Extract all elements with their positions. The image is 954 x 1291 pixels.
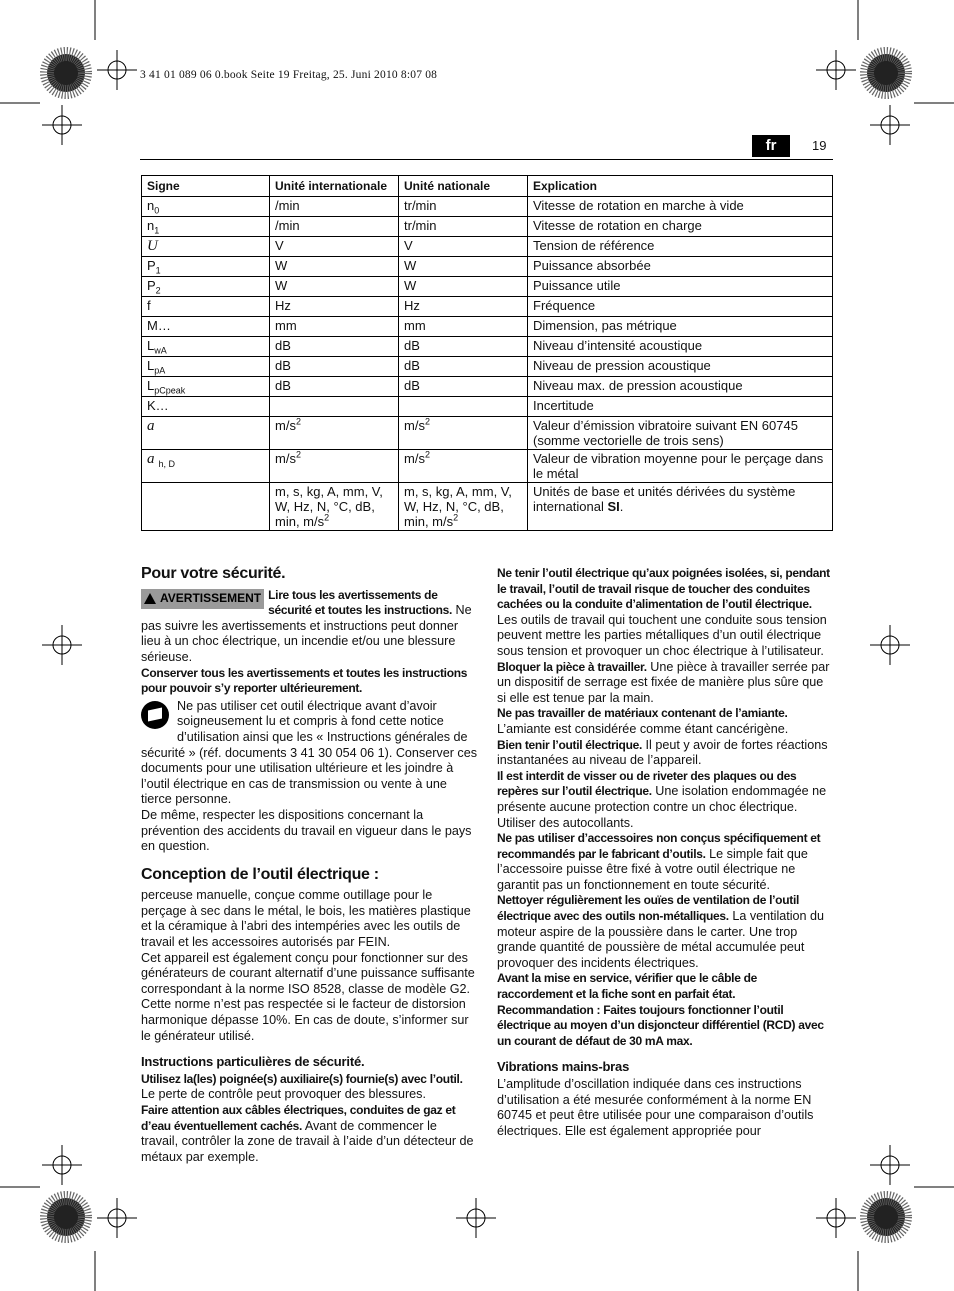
unit-text: m/s [275, 451, 296, 466]
hold-tool-bold: Bien tenir l’outil électrique. [497, 737, 643, 752]
sign-subscript: pA [154, 365, 166, 376]
unit-text: m, s, kg, A, mm, V, W, Hz, N, °C, dB, min, m/s [404, 484, 512, 529]
header-sign: Signe [142, 176, 270, 197]
asbestos-text [497, 706, 834, 737]
cell-natl-unit [399, 483, 528, 531]
unit-text: W [404, 278, 417, 293]
aux-handle-bold: Utilisez la(les) poignée(s) auxiliaire(s) fournie(s) avec l’outil. [141, 1071, 463, 1086]
unit-text: Hz [275, 298, 291, 313]
sign-symbol: L [147, 358, 155, 373]
cell-intl-unit [270, 397, 399, 417]
header-rule [140, 159, 833, 160]
cell-explanation [528, 257, 833, 277]
sign-subscript: wA [154, 345, 167, 356]
ventilation-bold: Nettoyer régulièrement les ouïes de ventilation de l’outil électrique avec des outils non-métalliques. [497, 893, 800, 924]
cell-intl-unit [270, 317, 399, 337]
explanation-text: Puissance absorbée [533, 258, 651, 273]
hidden-cables-body: Avant de commencer le travail, contrôler la zone de travail à l’aide d’un détecteur de métaux par exemple. [141, 1118, 474, 1164]
unit-text: V [275, 238, 284, 253]
aux-handle-text [141, 1072, 477, 1103]
accessories-body: Le simple fait que l’accessoire puisse être fixé à votre outil électrique ne garantit pas un fonctionnement en toute sécurité. [497, 846, 808, 892]
cable-check-text: Avant la mise en service, vérifier que le câble de raccordement et la fiche sont en parfait état. [497, 971, 758, 1002]
no-screw-plates-bold: Il est interdit de visser ou de riveter des plaques ou des repères sur l’outil électrique. [497, 768, 797, 799]
cell-explanation [528, 397, 833, 417]
section-title-safety: Pour votre sécurité. [141, 565, 286, 582]
cell-sign [142, 197, 270, 217]
cell-intl-unit [270, 483, 399, 531]
cell-explanation [528, 237, 833, 257]
table-row [142, 317, 833, 337]
cell-explanation [528, 317, 833, 337]
table-row [142, 357, 833, 377]
no-screw-plates-body: Une isolation endommagée ne présente aucune protection contre un choc électrique. Utiliser des autocollants. [497, 784, 827, 830]
cell-explanation [528, 377, 833, 397]
cell-intl-unit [270, 417, 399, 450]
vibration-text: L’amplitude d’oscillation indiquée dans ces instructions d’utilisation a été mesurée conformément à la norme EN 60745 et peut être utilisée pour une comparaison d’outils électriques. Elle est également appropriée pour [497, 1077, 814, 1138]
unit-text: dB [404, 358, 420, 373]
rcd-recommendation-text: Recommandation : Faites toujours fonctionner l’outil électrique au moyen d’un disjoncteur différentiel (RCD) avec un courant de défaut de 30 mA max. [497, 1002, 824, 1048]
explanation-bold: SI [607, 499, 620, 514]
table-row [142, 277, 833, 297]
explanation-text: Fréquence [533, 298, 596, 313]
cell-sign [142, 337, 270, 357]
unit-text: /min [275, 218, 300, 233]
cell-explanation [528, 197, 833, 217]
explanation-text: Puissance utile [533, 278, 621, 293]
ventilation-text [497, 893, 834, 971]
cell-natl-unit [399, 417, 528, 450]
unit-text: mm [404, 318, 426, 333]
secure-workpiece-text [497, 660, 834, 707]
cell-explanation [528, 417, 833, 450]
explanation-text: Valeur de vibration moyenne pour le perçage dans le métal [533, 451, 824, 481]
sign-subscript: 1 [155, 265, 161, 276]
table-row [142, 297, 833, 317]
cell-sign [142, 217, 270, 237]
explanation-text: Niveau d’intensité acoustique [533, 338, 703, 353]
asbestos-body: L’amiante est considérée comme étant cancérigène. [497, 721, 789, 736]
unit-text: tr/min [404, 218, 437, 233]
unit-text: m/s [404, 451, 425, 466]
asbestos-bold: Ne pas travailler de matériaux contenant de l’amiante. [497, 706, 788, 721]
table-row [142, 450, 833, 483]
cell-intl-unit [270, 197, 399, 217]
unit-text: dB [275, 338, 291, 353]
explanation-text: Vitesse de rotation en charge [533, 218, 702, 233]
hidden-cables-bold: Faire attention aux câbles électriques, conduites de gaz et d’eau éventuellement cachés. [141, 1103, 456, 1133]
table-row [142, 237, 833, 257]
explanation-text: Niveau max. de pression acoustique [533, 378, 743, 393]
cell-sign [142, 377, 270, 397]
explanation-text: Incertitude [533, 398, 594, 413]
unit-text: dB [404, 338, 420, 353]
insulated-grip-text [497, 566, 834, 660]
cell-natl-unit [399, 317, 528, 337]
language-badge: fr [752, 135, 790, 157]
superscript-2: 2 [295, 449, 301, 460]
unit-text: dB [275, 378, 291, 393]
sign-symbol: U [147, 238, 158, 254]
manual-block [141, 699, 477, 808]
sign-subscript: h, D [158, 458, 176, 469]
explanation-text: Unités de base et unités dérivées du système international [533, 484, 796, 514]
hidden-cables-text [141, 1103, 477, 1165]
superscript-2: 2 [295, 416, 301, 427]
header-explanation: Explication [528, 176, 833, 197]
cell-explanation [528, 337, 833, 357]
accessories-text [497, 831, 834, 893]
cell-sign [142, 483, 270, 531]
sign-subscript: 2 [155, 285, 161, 296]
cell-sign [142, 257, 270, 277]
cell-natl-unit [399, 257, 528, 277]
table-row [142, 483, 833, 531]
warning-triangle-icon [144, 593, 156, 604]
prevention-text: De même, respecter les dispositions concernant la prévention des accidents du travail en vigueur dans le pays en question. [141, 807, 472, 854]
explanation-text: Vitesse de rotation en marche à vide [533, 198, 744, 213]
table-row [142, 417, 833, 450]
right-column [497, 566, 834, 1139]
sign-symbol: a [147, 451, 155, 467]
unit-text: V [404, 238, 413, 253]
unit-text: m, s, kg, A, mm, V, W, Hz, N, °C, dB, min, m/s [275, 484, 383, 529]
no-screw-plates-text [497, 769, 834, 831]
explanation-text: Dimension, pas métrique [533, 318, 677, 333]
section-title-design: Conception de l’outil électrique : [141, 865, 379, 883]
cell-natl-unit [399, 217, 528, 237]
cell-intl-unit [270, 217, 399, 237]
superscript-2: 2 [324, 512, 330, 523]
table-row [142, 197, 833, 217]
cell-natl-unit [399, 397, 528, 417]
sign-subscript: pCpeak [154, 385, 186, 396]
unit-text: /min [275, 198, 300, 213]
warning-badge-label: AVERTISSEMENT [160, 590, 262, 605]
accessories-bold: Ne pas utiliser d’accessoires non conçus spécifiquement et recommandés par le fabricant d’outils. [497, 831, 821, 861]
symbol-table-body [142, 197, 833, 531]
cell-intl-unit [270, 450, 399, 483]
cell-natl-unit [399, 237, 528, 257]
sign-symbol: n [147, 198, 155, 213]
cell-sign [142, 277, 270, 297]
ventilation-body: La ventilation du moteur aspire de la poussière dans le carter. Une trop grande quantité de poussière de métal accumulée peut provoquer des incidents électriques. [497, 909, 825, 970]
explanation-text: Niveau de pression acoustique [533, 358, 711, 373]
header-intl-unit: Unité internationale [270, 176, 399, 197]
cell-natl-unit [399, 357, 528, 377]
hold-tool-text [497, 738, 834, 769]
cell-explanation [528, 277, 833, 297]
section-title-vibration: Vibrations mains-bras [497, 1059, 630, 1075]
cell-explanation [528, 450, 833, 483]
design-paragraph-2: Cet appareil est également conçu pour fonctionner sur des générateurs de courant alternatif d’une puissance suffisante correspondant à la norme ISO 8528, classe de modèle G2. Cette norme n’est pas respectée si le facteur de distorsion harmonique dépasse 10%. En cas de doute, s’informer sur le générateur utilisé. [141, 950, 475, 1043]
book-imprint-line: 3 41 01 089 06 0.book Seite 19 Freitag, 25. Juni 2010 8:07 08 [140, 69, 438, 81]
table-row [142, 377, 833, 397]
cell-intl-unit [270, 277, 399, 297]
warning-bold-text: Lire tous les avertissements de sécurité et toutes les instructions. [268, 587, 453, 618]
cell-sign [142, 417, 270, 450]
sign-symbol: P [147, 278, 156, 293]
unit-text: m/s [275, 418, 296, 433]
unit-text: dB [404, 378, 420, 393]
header-natl-unit: Unité nationale [399, 176, 528, 197]
unit-text: Hz [404, 298, 420, 313]
sign-subscript: 1 [154, 225, 160, 236]
cell-explanation [528, 357, 833, 377]
sign-symbol: L [147, 378, 155, 393]
cell-intl-unit [270, 257, 399, 277]
cell-intl-unit [270, 237, 399, 257]
explanation-text: Tension de référence [533, 238, 655, 253]
page-number: 19 [812, 138, 827, 153]
cell-intl-unit [270, 357, 399, 377]
sign-symbol: f [147, 298, 151, 313]
secure-workpiece-bold: Bloquer la pièce à travailler. [497, 659, 647, 674]
sign-symbol: P [147, 258, 156, 273]
sign-symbol: M… [147, 318, 171, 333]
cell-explanation [528, 297, 833, 317]
unit-text: W [404, 258, 417, 273]
unit-text: m/s [404, 418, 425, 433]
warning-block [141, 588, 477, 666]
sign-symbol: a [147, 418, 155, 434]
unit-text: W [275, 278, 288, 293]
warning-body-text: Ne pas suivre les avertissements et instructions peut donner lieu à un choc électrique, un incendie et/ou une blessure sérieuse. [141, 603, 472, 664]
insulated-grip-bold: Ne tenir l’outil électrique qu’aux poignées isolées, si, pendant le travail, l’outil de travail risque de toucher des conduites cachées ou la conduite d’alimentation de l’outil électrique. [497, 566, 830, 612]
superscript-2: 2 [424, 449, 430, 460]
cell-natl-unit [399, 450, 528, 483]
cell-sign [142, 297, 270, 317]
unit-text: mm [275, 318, 297, 333]
superscript-2: 2 [424, 416, 430, 427]
cell-sign [142, 237, 270, 257]
unit-text: dB [275, 358, 291, 373]
design-paragraph-1: perceuse manuelle, conçue comme outillage pour le perçage à sec dans le métal, le bois, les matières plastique et la céramique à l’abri des intempéries avec les outils de travail et les accessoires autorisés par FEIN. [141, 888, 471, 950]
table-row [142, 337, 833, 357]
section-title-special: Instructions particulières de sécurité. [141, 1054, 365, 1070]
table-header-row [142, 176, 833, 197]
table-row [142, 397, 833, 417]
cell-natl-unit [399, 197, 528, 217]
read-manual-icon [141, 701, 169, 729]
cell-explanation [528, 217, 833, 237]
cell-sign [142, 317, 270, 337]
unit-text: W [275, 258, 288, 273]
table-row [142, 257, 833, 277]
cell-sign [142, 397, 270, 417]
explanation-text: Valeur d’émission vibratoire suivant EN 60745 (somme vectorielle de trois sens) [533, 418, 798, 448]
sign-symbol: n [147, 218, 155, 233]
insulated-grip-body: Les outils de travail qui touchent une conduite sous tension peuvent mettre les parties métalliques d’un outil électrique sous tension et provoquer un choc électrique à l’utilisateur. [497, 612, 827, 658]
cell-natl-unit [399, 377, 528, 397]
cell-intl-unit [270, 377, 399, 397]
symbol-table [141, 175, 833, 531]
cell-sign [142, 450, 270, 483]
sign-symbol: L [147, 338, 155, 353]
cell-natl-unit [399, 277, 528, 297]
superscript-2: 2 [453, 512, 459, 523]
cell-natl-unit [399, 337, 528, 357]
cell-explanation: Unités de base et unités dérivées du système international SI. [528, 483, 833, 531]
sign-symbol: K… [147, 398, 169, 413]
manual-text: Ne pas utiliser cet outil électrique avant d’avoir soigneusement lu et compris à fond cette notice d’utilisation ainsi que les « Instructions générales de sécurité » (réf. documents 3 41 30 054 06 1). Conserver ces documents pour une utilisation ultérieure et les joindre à l’outil électrique en cas de transmission ou vente à une tierce personne. [141, 698, 478, 807]
keep-instructions-text: Conserver tous les avertissements et toutes les instructions pour pouvoir s’y reporter ultérieurement. [141, 665, 468, 696]
sign-subscript: 0 [154, 205, 160, 216]
warning-badge [141, 589, 264, 609]
table-row [142, 217, 833, 237]
cell-intl-unit [270, 337, 399, 357]
cell-intl-unit [270, 297, 399, 317]
cell-natl-unit [399, 297, 528, 317]
secure-workpiece-body: Une pièce à travailler serrée par un dispositif de serrage est fixée de manière plus sûre que si elle est tenue par la main. [497, 659, 830, 705]
left-column [141, 566, 477, 1165]
unit-text: tr/min [404, 198, 437, 213]
cell-sign [142, 357, 270, 377]
aux-handle-body: Le perte de contrôle peut provoquer des blessures. [141, 1087, 426, 1102]
hold-tool-body: Il peut y avoir de fortes réactions instantanées au niveau de l’appareil. [497, 737, 828, 768]
